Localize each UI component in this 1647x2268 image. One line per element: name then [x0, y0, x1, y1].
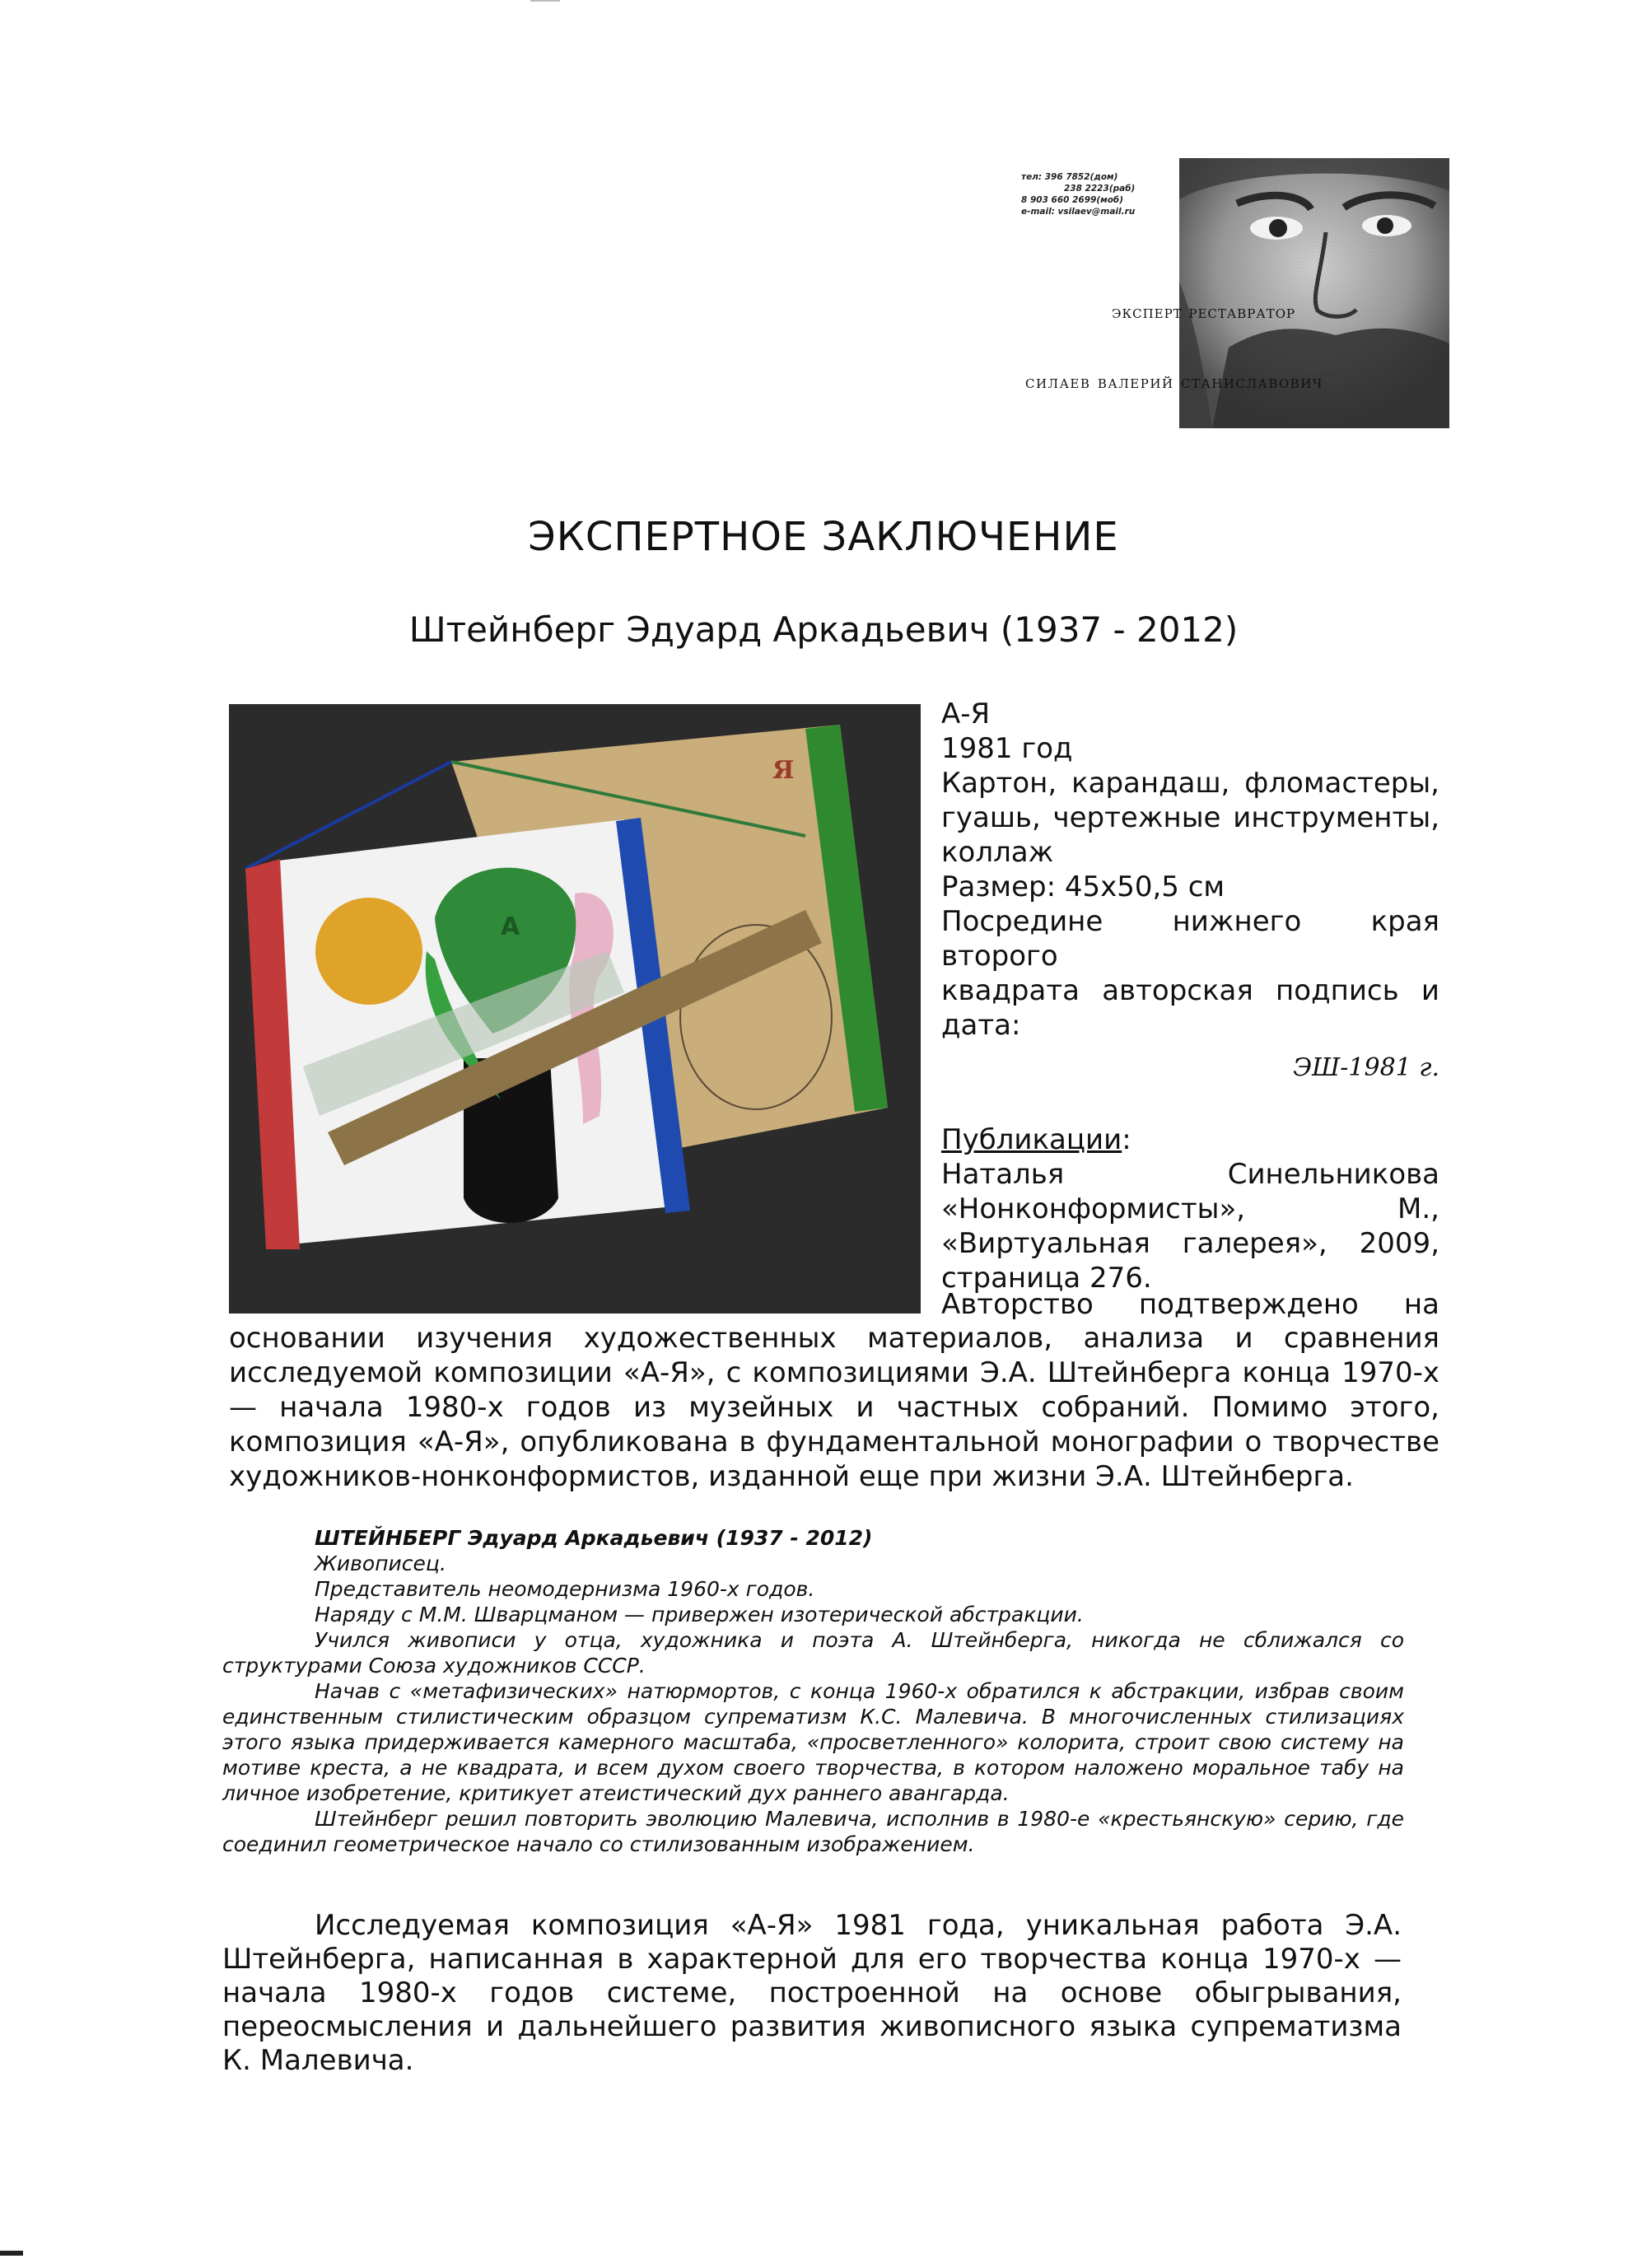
bio-paragraph-2: Представитель неомодернизма 1960-х годов.: [315, 1577, 815, 1601]
phone-home: тел: 396 7852(дом): [1021, 172, 1118, 182]
publication-line-2: «Нонконформисты», М.,: [941, 1192, 1439, 1225]
scan-mark-bottom: [0, 2251, 23, 2256]
phone-work: 238 2223(раб): [1064, 184, 1136, 194]
expert-name: силаев валерий станиславович: [1025, 372, 1323, 393]
document-title: ЭКСПЕРТНОЕ ЗАКЛЮЧЕНИЕ: [528, 514, 1119, 560]
bio-paragraph-1: Живописец.: [315, 1552, 446, 1575]
medium-line-1: Картон, карандаш, фломастеры,: [941, 767, 1439, 800]
work-year: 1981 год: [941, 732, 1073, 765]
artist-heading: Штейнберг Эдуард Аркадьевич (1937 - 2012): [408, 609, 1239, 650]
bio-paragraph-6: Штейнберг решил повторить эволюцию Малевича, исполнив в 1980-е «крестьянскую» серию, где соединил геометрическое начало со стилизованным изображением.: [222, 1807, 1404, 1856]
bio-paragraph-4: Учился живописи у отца, художника и поэта А. Штейнберга, никогда не сближался со структурами Союза художников СССР.: [222, 1628, 1404, 1678]
author-signature: ЭШ-1981 г.: [1293, 1053, 1439, 1082]
medium-line-2: гуашь, чертежные инструменты,: [941, 801, 1439, 834]
bio-title: ШТЕЙНБЕРГ Эдуард Аркадьевич (1937 - 2012): [315, 1526, 873, 1550]
bio-paragraph-5: Начав с «метафизических» натюрмортов, с конца 1960-х обратился к абстракции, избрав своим единственным стилистическим образцом супрематизм К.С. Малевича. В многочисленных стилизациях этого языка придерживается камерного масштаба, «просветленного» колорита, строит свою систему на мотиве креста, а не квадрата, и всем духом своего творчества, в котором наложено моральное табу на личное изобретение, критикует атеистический дух раннего авангарда.: [222, 1679, 1404, 1805]
publications-heading: Публикации: [941, 1123, 1122, 1156]
authorship-paragraph-start: Авторство подтверждено на: [941, 1288, 1439, 1321]
publication-line-4: страница 276.: [941, 1262, 1152, 1295]
scan-mark-top: [530, 0, 560, 2]
bio-paragraph-3: Наряду с М.М. Шварцманом — привержен изотерической абстракции.: [315, 1603, 1084, 1626]
phone-mobile: 8 903 660 2699(моб): [1021, 195, 1124, 205]
letter-a: А: [501, 912, 520, 941]
signature-line-2: квадрата авторская подпись и: [941, 974, 1439, 1007]
authorship-paragraph: основании изучения художественных материалов, анализа и сравнения исследуемой композиции «А-Я», с композициями Э.А. Штейнберга конца 1970-х — начала 1980-х годов из музейных и частных собраний. Помимо этого, композиция «А-Я», опубликована в фундаментальной монографии о творчестве художников-нонконформистов, изданной еще при жизни Э.А. Штейнберга.: [229, 1322, 1439, 1493]
signature-line-3: дата:: [941, 1009, 1021, 1042]
conclusion-text: Исследуемая композиция «А-Я» 1981 года, уникальная работа Э.А. Штейнберга, написанная в характерной для его творчества конца 1970-х — начала 1980-х годов системе, построенной на основе обыгрывания, переосмысления и дальнейшего развития живописного языка супрематизма К. Малевича.: [222, 1909, 1402, 2077]
artwork-image: [229, 704, 921, 1314]
work-size: Размер: 45х50,5 см: [941, 870, 1225, 903]
artist-biography: [222, 1525, 1404, 1857]
contact-block: [1015, 171, 1196, 217]
signature-line-1: Посредине нижнего края второго: [941, 905, 1439, 973]
publication-line-1: Наталья Синельникова: [941, 1158, 1439, 1191]
work-title: А-Я: [941, 698, 991, 730]
expert-role: эксперт реставратор: [1112, 302, 1296, 322]
letter-ya: Я: [772, 756, 795, 785]
medium-line-3: коллаж: [941, 836, 1054, 869]
artwork-info: [941, 697, 1439, 1295]
publication-line-3: «Виртуальная галерея», 2009,: [941, 1227, 1439, 1260]
conclusion-paragraph: [222, 1909, 1402, 2078]
email: e-mail: vsilaev@mail.ru: [1021, 207, 1136, 217]
publications-colon: :: [1122, 1123, 1131, 1156]
